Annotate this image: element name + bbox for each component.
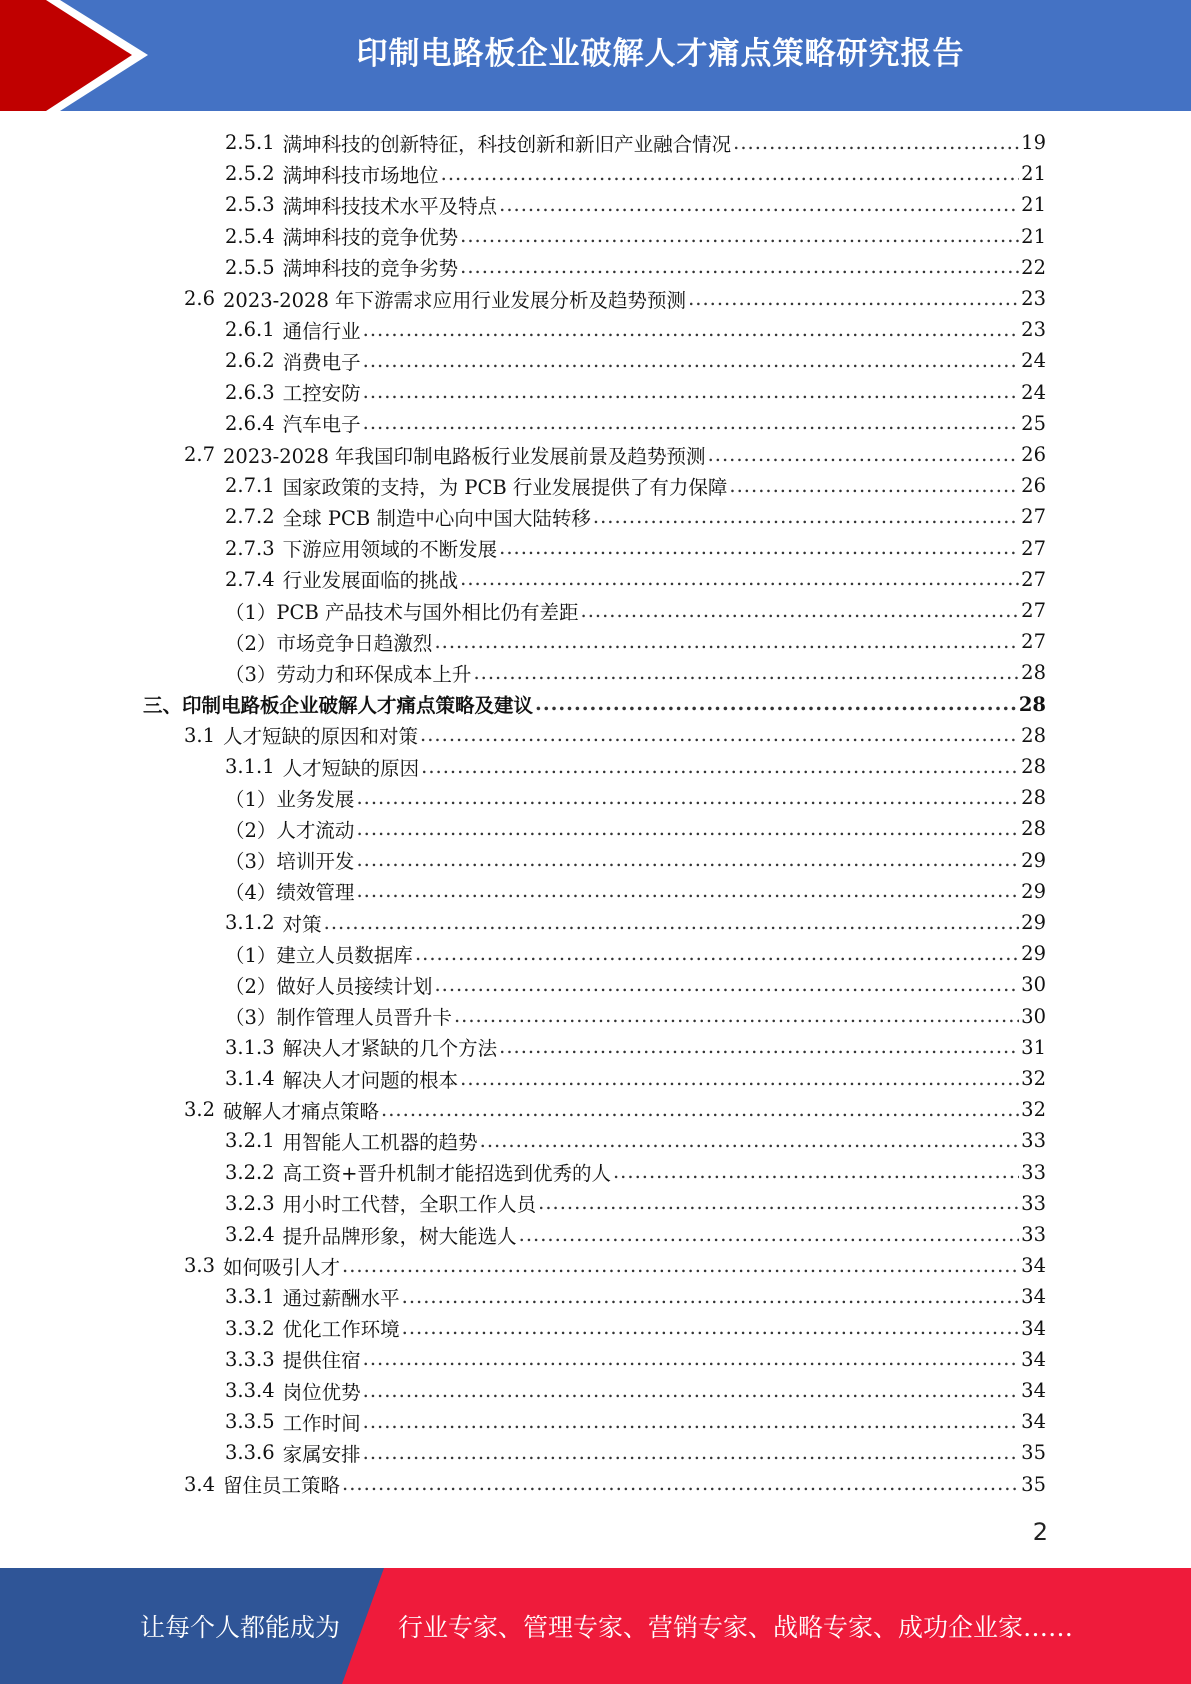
toc-entry-number: 2.6.3: [225, 380, 275, 404]
toc-dot-leader: [420, 725, 1019, 751]
toc-entry-page: 32: [1021, 1098, 1046, 1122]
page-footer: [0, 1568, 1191, 1684]
toc-entry[interactable]: [225, 127, 1046, 158]
toc-entry-title: 培训开发: [276, 850, 355, 874]
toc-entry-title: 家属安排: [282, 1442, 361, 1466]
toc-entry-number: 3.3.5: [225, 1410, 275, 1434]
toc-dot-leader: [473, 663, 1019, 689]
toc-entry-number: 2.6: [184, 287, 216, 310]
toc-dot-leader: [381, 1100, 1019, 1126]
toc-entry[interactable]: [225, 969, 1046, 1000]
toc-entry-page: 23: [1021, 287, 1046, 310]
toc-dot-leader: [441, 164, 1020, 190]
toc-dot-leader: [688, 289, 1019, 315]
toc-entry[interactable]: [225, 1125, 1046, 1156]
toc-entry-page: 21: [1021, 193, 1046, 217]
toc-entry-title: 对策: [282, 912, 322, 936]
toc-entry-number: 2.7: [184, 443, 216, 466]
toc-entry-page: 34: [1021, 1285, 1046, 1309]
toc-entry-page: 29: [1021, 942, 1046, 966]
toc-entry[interactable]: [184, 283, 1046, 314]
toc-entry[interactable]: [184, 1469, 1046, 1500]
toc-entry-number: 2.5.3: [225, 193, 275, 217]
toc-entry[interactable]: [225, 751, 1046, 782]
toc-entry-page: 34: [1021, 1254, 1046, 1278]
toc-entry-title: 优化工作环境: [282, 1318, 400, 1342]
toc-entry-page: 26: [1021, 474, 1046, 498]
toc-entry-title: 满坤科技的创新特征，科技创新和新旧产业融合情况: [282, 132, 732, 156]
toc-entry[interactable]: [184, 720, 1046, 751]
toc-entry-page: 29: [1021, 911, 1046, 934]
toc-entry-number: 3.2.1: [225, 1129, 275, 1153]
toc-entry-page: 28: [1021, 755, 1046, 778]
footer-slogan-right: 行业专家、管理专家、营销专家、战略专家、成功企业家……: [398, 1613, 1074, 1642]
toc-entry-title: 满坤科技的竞争优势: [282, 226, 459, 250]
toc-entry-number: （1）: [225, 787, 277, 811]
toc-entry-title: 人才流动: [276, 818, 355, 842]
toc-entry-page: 29: [1021, 848, 1046, 872]
toc-dot-leader: [363, 1412, 1020, 1438]
toc-entry-title: 2023-2028 年我国印制电路板行业发展前景及趋势预测: [223, 444, 706, 468]
toc-entry-title: 印制电路板企业破解人才痛点策略及建议: [182, 694, 534, 718]
toc-dot-leader: [356, 881, 1019, 907]
toc-entry-page: 19: [1021, 131, 1046, 154]
toc-dot-leader: [363, 1443, 1020, 1469]
toc-entry-number: 3.1.2: [225, 911, 275, 934]
toc-entry-title: 满坤科技市场地位: [282, 163, 439, 187]
toc-entry-title: 高工资+晋升机制才能招选到优秀的人: [282, 1162, 611, 1186]
toc-entry-title: 绩效管理: [276, 881, 355, 905]
toc-dot-leader: [324, 913, 1020, 939]
toc-entry-number: 3.3.2: [225, 1316, 275, 1340]
toc-entry-page: 29: [1021, 879, 1046, 903]
toc-dot-leader: [499, 195, 1019, 221]
toc-entry-number: （3）: [225, 1006, 277, 1030]
toc-entry[interactable]: [225, 189, 1046, 220]
report-title: 印制电路板企业破解人才痛点策略研究报告: [356, 35, 965, 72]
toc-entry-number: 3.1.4: [225, 1067, 275, 1090]
toc-dot-leader: [402, 1318, 1020, 1344]
toc-entry-page: 27: [1021, 505, 1046, 529]
toc-entry[interactable]: [225, 1188, 1046, 1219]
toc-dot-leader: [363, 382, 1020, 408]
toc-entry[interactable]: [225, 345, 1046, 376]
toc-dot-leader: [729, 476, 1019, 502]
toc-entry-page: 21: [1021, 162, 1046, 186]
toc-entry-page: 27: [1021, 630, 1046, 654]
toc-entry-title: 建立人员数据库: [276, 943, 413, 967]
toc-entry-number: （2）: [225, 818, 277, 842]
toc-entry-number: （2）: [225, 974, 277, 998]
toc-entry-page: 28: [1021, 786, 1046, 810]
toc-entry[interactable]: [225, 1313, 1046, 1344]
toc-entry-page: 28: [1018, 692, 1046, 716]
toc-dot-leader: [363, 320, 1020, 346]
toc-entry-number: 3.2: [184, 1098, 216, 1122]
toc-entry-title: 留住员工策略: [223, 1474, 341, 1498]
toc-dot-leader: [581, 601, 1020, 627]
toc-entry[interactable]: [225, 907, 1046, 938]
toc-entry[interactable]: [225, 938, 1046, 969]
toc-entry-page: 21: [1021, 224, 1046, 248]
toc-entry[interactable]: [225, 564, 1046, 595]
toc-entry[interactable]: [225, 501, 1046, 532]
toc-entry-title: 人才短缺的原因和对策: [223, 725, 419, 749]
toc-entry-title: 满坤科技的竞争劣势: [282, 257, 459, 281]
toc-entry[interactable]: [225, 1063, 1046, 1094]
toc-entry-number: （3）: [225, 662, 277, 686]
toc-entry-number: （3）: [225, 850, 277, 874]
toc-entry-title: 用智能人工机器的趋势: [282, 1130, 478, 1154]
toc-entry-number: 3.1: [184, 723, 216, 747]
toc-dot-leader: [434, 632, 1019, 658]
toc-entry[interactable]: [225, 158, 1046, 189]
toc-dot-leader: [460, 257, 1019, 283]
toc-entry-number: 2.5.5: [225, 255, 275, 279]
toc-entry-number: （1）: [225, 943, 277, 967]
toc-entry[interactable]: [225, 1344, 1046, 1375]
toc-entry-number: 2.6.2: [225, 349, 275, 373]
toc-entry-page: 26: [1021, 443, 1046, 466]
toc-dot-leader: [460, 1069, 1019, 1095]
toc-entry-page: 35: [1021, 1441, 1046, 1465]
toc-entry-page: 23: [1021, 318, 1046, 342]
toc-entry-page: 34: [1021, 1379, 1046, 1402]
toc-entry-number: 3.2.3: [225, 1191, 275, 1215]
toc-dot-leader: [538, 1193, 1019, 1219]
toc-entry-title: 全球 PCB 制造中心向中国大陆转移: [282, 506, 591, 530]
toc-entry-title: 国家政策的支持，为 PCB 行业发展提供了有力保障: [282, 475, 728, 499]
toc-entry-page: 22: [1021, 255, 1046, 279]
toc-entry-page: 32: [1021, 1067, 1046, 1090]
toc-entry-title: 行业发展面临的挑战: [282, 569, 459, 593]
toc-dot-leader: [363, 351, 1020, 377]
toc-dot-leader: [434, 975, 1019, 1001]
toc-entry[interactable]: [225, 533, 1046, 564]
toc-entry[interactable]: [225, 1437, 1046, 1468]
toc-entry-title: 破解人才痛点策略: [223, 1099, 380, 1123]
footer-slogan-left: 让每个人都能成为: [140, 1613, 341, 1642]
toc-entry-title: 提供住宿: [282, 1349, 361, 1373]
toc-dot-leader: [415, 944, 1019, 970]
toc-entry-number: 3.3.4: [225, 1379, 275, 1402]
toc-entry-number: 2.5.2: [225, 162, 275, 186]
toc-dot-leader: [519, 1225, 1020, 1251]
toc-entry[interactable]: [225, 657, 1046, 688]
toc-entry-number: 3.3.6: [225, 1441, 275, 1465]
toc-entry[interactable]: [225, 1375, 1046, 1406]
toc-dot-leader: [535, 694, 1017, 720]
toc-dot-leader: [363, 1381, 1020, 1407]
toc-entry-page: 27: [1021, 599, 1046, 622]
toc-entry-number: （4）: [225, 881, 277, 905]
toc-entry-page: 34: [1021, 1410, 1046, 1434]
toc-entry[interactable]: [225, 1157, 1046, 1188]
toc-entry-title: 做好人员接续计划: [276, 974, 433, 998]
toc-entry-title: 业务发展: [276, 787, 355, 811]
toc-entry[interactable]: [184, 1250, 1046, 1281]
toc-dot-leader: [480, 1131, 1020, 1157]
toc-entry-title: 解决人才问题的根本: [282, 1068, 459, 1092]
toc-entry-number: 2.5.4: [225, 224, 275, 248]
toc-entry-number: 3.2.2: [225, 1160, 275, 1184]
toc-entry-page: 27: [1021, 536, 1046, 560]
toc-entry-page: 33: [1021, 1160, 1046, 1184]
toc-entry[interactable]: [225, 595, 1046, 626]
toc-entry[interactable]: [225, 1219, 1046, 1250]
toc-entry[interactable]: [184, 439, 1046, 470]
toc-entry-title: 工控安防: [282, 382, 361, 406]
page-number: 2: [1032, 1518, 1048, 1546]
toc-entry[interactable]: [225, 221, 1046, 252]
toc-entry-number: 2.7.4: [225, 567, 275, 591]
toc-entry-title: 满坤科技技术水平及特点: [282, 194, 498, 218]
toc-entry-number: 2.7.1: [225, 474, 275, 498]
toc-dot-leader: [454, 1006, 1019, 1032]
toc-dot-leader: [708, 445, 1020, 471]
toc-entry-page: 33: [1021, 1129, 1046, 1153]
toc-entry-number: 2.6.1: [225, 318, 275, 342]
toc-entry-page: 25: [1021, 411, 1046, 435]
toc-dot-leader: [499, 1037, 1019, 1063]
toc-entry-number: 3.3.3: [225, 1347, 275, 1371]
toc-entry[interactable]: [225, 876, 1046, 907]
toc-dot-leader: [363, 1349, 1020, 1375]
toc-entry-number: 三、: [143, 694, 183, 718]
toc-dot-leader: [421, 757, 1019, 783]
toc-entry-page: 31: [1021, 1035, 1046, 1059]
toc-entry-number: （2）: [225, 631, 277, 655]
toc-entry[interactable]: [225, 377, 1046, 408]
toc-entry-number: 2.5.1: [225, 131, 275, 154]
toc-entry[interactable]: [225, 470, 1046, 501]
toc-dot-leader: [460, 226, 1019, 252]
toc-entry-number: 3.1.3: [225, 1035, 275, 1059]
toc-entry-number: 2.7.2: [225, 505, 275, 529]
toc-entry[interactable]: [225, 408, 1046, 439]
toc-entry-number: （1）: [225, 600, 277, 624]
toc-entry[interactable]: [225, 626, 1046, 657]
toc-entry-title: 汽车电子: [282, 413, 361, 437]
toc-entry[interactable]: [225, 813, 1046, 844]
toc-entry-number: 2.7.3: [225, 536, 275, 560]
toc-entry-page: 34: [1021, 1316, 1046, 1340]
toc-entry[interactable]: [184, 1094, 1046, 1125]
toc-dot-leader: [356, 850, 1019, 876]
toc-entry-title: 人才短缺的原因: [282, 756, 420, 780]
toc-dot-leader: [356, 819, 1019, 845]
toc-entry[interactable]: [225, 1001, 1046, 1032]
toc-entry-page: 24: [1021, 349, 1046, 373]
toc-entry-title: 下游应用领域的不断发展: [282, 538, 498, 562]
toc-entry-title: 消费电子: [282, 350, 361, 374]
toc-dot-leader: [402, 1287, 1020, 1313]
toc-entry[interactable]: [225, 1281, 1046, 1312]
toc-dot-leader: [363, 413, 1020, 439]
toc-entry-title: 通信行业: [282, 319, 361, 343]
toc-entry-title: PCB 产品技术与国外相比仍有差距: [276, 600, 579, 624]
toc-entry[interactable]: [225, 1032, 1046, 1063]
toc-dot-leader: [342, 1256, 1019, 1282]
toc-entry-title: 2023-2028 年下游需求应用行业发展分析及趋势预测: [223, 288, 687, 312]
page-header: [0, 0, 1191, 111]
toc-entry-number: 3.4: [184, 1472, 216, 1496]
toc-entry-title: 制作管理人员晋升卡: [276, 1006, 452, 1030]
toc-entry-page: 27: [1021, 567, 1046, 591]
toc-entry[interactable]: [143, 689, 1046, 720]
toc-entry-title: 工作时间: [282, 1411, 361, 1435]
toc-entry-number: 3.3: [184, 1254, 216, 1278]
toc-dot-leader: [460, 569, 1019, 595]
toc-entry-page: 24: [1021, 380, 1046, 404]
toc-entry-number: 2.6.4: [225, 411, 275, 435]
toc-entry[interactable]: [225, 782, 1046, 813]
toc-dot-leader: [342, 1474, 1019, 1500]
toc-entry-title: 通过薪酬水平: [282, 1286, 400, 1310]
toc-dot-leader: [593, 507, 1019, 533]
toc-entry-title: 用小时工代替，全职工作人员: [282, 1193, 537, 1217]
toc-entry-title: 解决人才紧缺的几个方法: [282, 1037, 498, 1061]
toc-entry-number: 3.3.1: [225, 1285, 275, 1309]
toc-entry-page: 28: [1021, 723, 1046, 747]
toc-entry[interactable]: [225, 314, 1046, 345]
toc-entry-title: 劳动力和环保成本上升: [276, 662, 472, 686]
toc-entry[interactable]: [225, 845, 1046, 876]
toc-entry-page: 28: [1021, 661, 1046, 685]
toc-entry-page: 30: [1021, 1004, 1046, 1028]
toc-dot-leader: [499, 538, 1019, 564]
toc-entry-page: 34: [1021, 1347, 1046, 1371]
toc-entry-page: 33: [1021, 1223, 1046, 1246]
toc-entry[interactable]: [225, 1406, 1046, 1437]
toc-entry-page: 33: [1021, 1191, 1046, 1215]
toc-dot-leader: [613, 1162, 1019, 1188]
toc-entry-title: 岗位优势: [282, 1380, 361, 1404]
toc-entry-number: 3.2.4: [225, 1223, 275, 1246]
toc-dot-leader: [356, 788, 1019, 814]
toc-entry-page: 30: [1021, 973, 1046, 997]
toc-dot-leader: [733, 133, 1019, 159]
toc-entry-page: 35: [1021, 1472, 1046, 1496]
toc-entry-title: 市场竞争日趋激烈: [276, 631, 433, 655]
toc-entry-title: 如何吸引人才: [223, 1255, 341, 1279]
toc-entry-page: 28: [1021, 817, 1046, 841]
toc-entry-number: 3.1.1: [225, 755, 275, 778]
toc-entry[interactable]: [225, 252, 1046, 283]
toc-entry-title: 提升品牌形象，树大能选人: [282, 1224, 517, 1248]
